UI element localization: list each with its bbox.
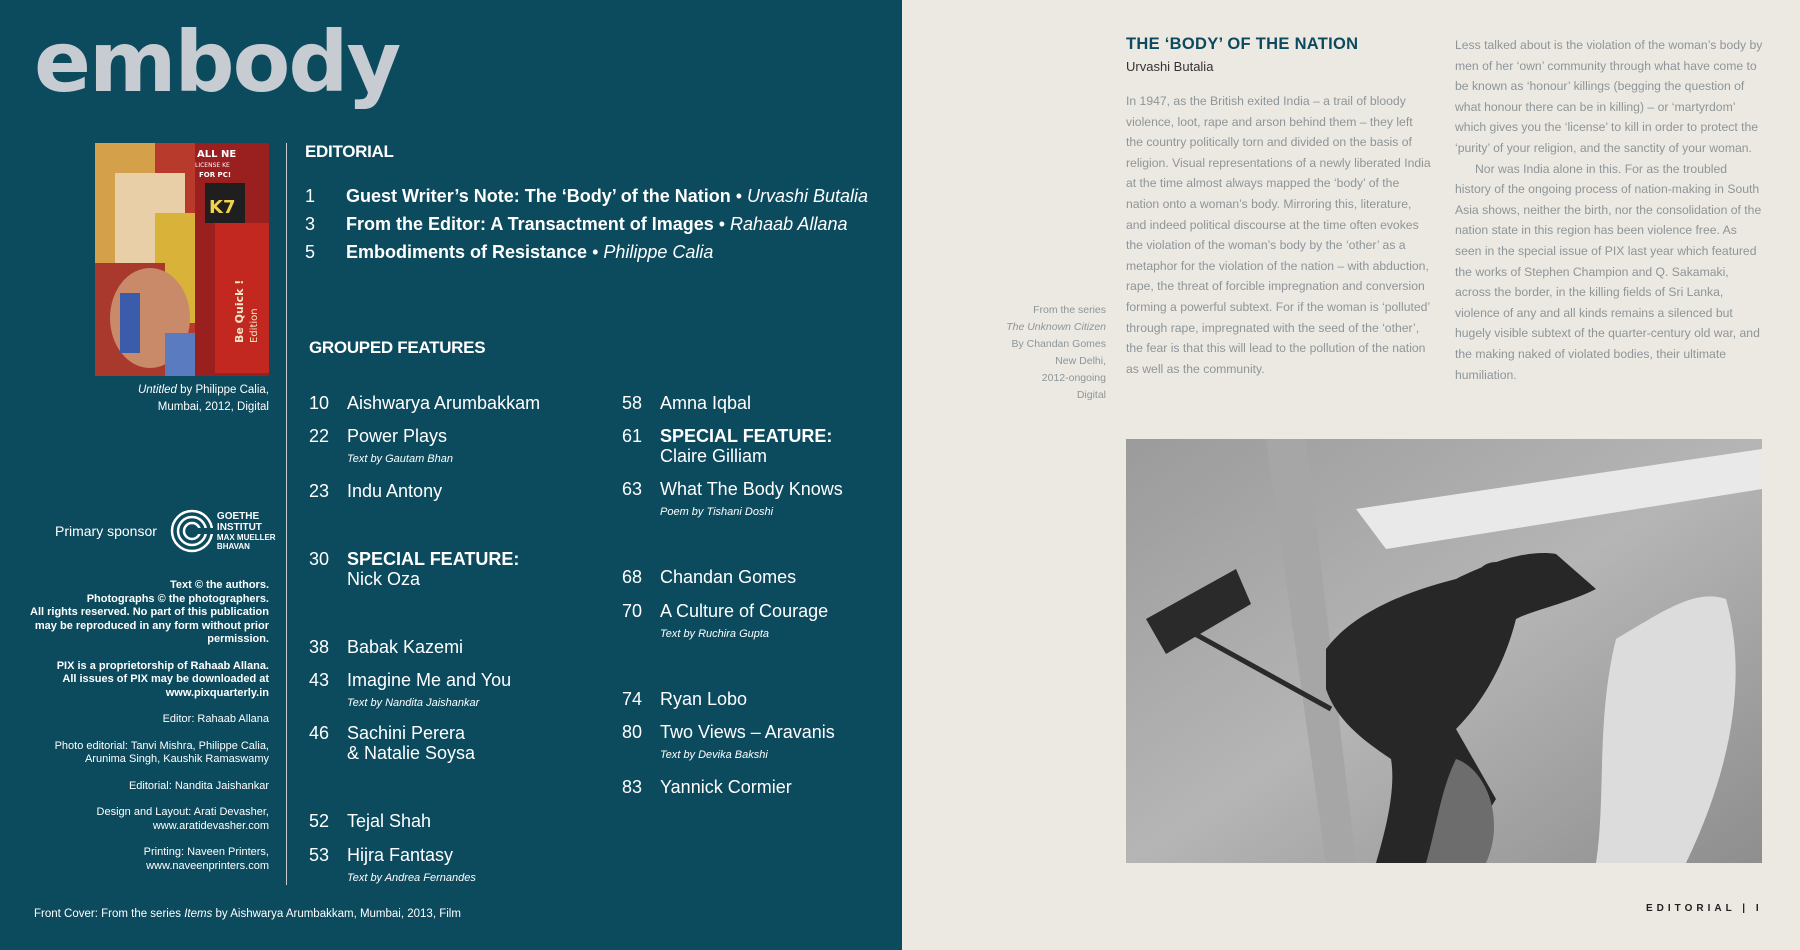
entry-title-line: Amna Iqbal [660, 393, 752, 413]
entry-title [347, 670, 511, 690]
entry-title-line: Ryan Lobo [660, 689, 748, 709]
goethe-line1: GOETHE [216, 511, 260, 522]
caption-line: Digital [1076, 389, 1106, 401]
primary-sponsor [55, 508, 276, 554]
page-number: 80 [622, 722, 643, 742]
entry-subtitle: Text by Nandita Jaishankar [347, 697, 480, 709]
entry-title [347, 393, 540, 413]
magazine-logo: embody [34, 13, 400, 111]
article-column-1 [1126, 91, 1431, 379]
entry-title [660, 601, 828, 621]
entry-title: Embodiments of Resistance [346, 242, 588, 262]
cover-text: Be Quick ! [233, 279, 246, 343]
page-number: 52 [309, 811, 330, 831]
credit-design: Design and Layout: Arati Devasher, www.aratidevasher.com [96, 806, 269, 832]
entry-title-line: SPECIAL FEATURE: [347, 549, 520, 569]
page-number: 23 [309, 481, 330, 501]
entry-title: Guest Writer’s Note: The ‘Body’ of the Nation [346, 186, 731, 206]
entry-title-line: Hijra Fantasy [347, 845, 454, 865]
entry-title [347, 845, 453, 865]
entry-title-line: Claire Gilliam [660, 446, 768, 466]
page-number: 63 [622, 479, 643, 499]
entry-title-line: Aishwarya Arumbakkam [347, 393, 541, 413]
entry-title-line: Babak Kazemi [347, 637, 464, 657]
cover-text: K7 [209, 197, 236, 218]
page-number: 5 [305, 242, 316, 262]
article-title: THE ‘BODY’ OF THE NATION [1126, 35, 1359, 53]
credit-text: Photographs © the photographers. [86, 592, 269, 605]
cover-text: Edition [249, 308, 260, 343]
entry-title [660, 722, 835, 742]
page-number: 1 [305, 186, 316, 206]
page-number: 83 [622, 777, 643, 797]
credit-photo-editorial: Photo editorial: Tanvi Mishra, Philippe Calia, Arunima Singh, Kaushik Ramaswamy [54, 739, 269, 765]
entry-title [660, 689, 747, 709]
entry-title-line: SPECIAL FEATURE: [660, 426, 833, 446]
entry-title [660, 479, 843, 499]
feature-photograph [1126, 439, 1762, 863]
entry-author: Urvashi Butalia [747, 186, 869, 206]
credit-editor: Editor: Rahaab Allana [162, 713, 269, 725]
caption-series: The Unknown Citizen [1006, 321, 1106, 333]
credit-text: PIX is a proprietorship of Rahaab Allana. [56, 659, 269, 672]
page-number: 10 [309, 393, 330, 413]
cover-caption [60, 382, 269, 416]
entry-title-line: Tejal Shah [347, 811, 432, 831]
editorial-heading: EDITORIAL [305, 142, 394, 161]
entry-title [347, 637, 463, 657]
article-paragraph: Nor was India alone in this. For as the troubled history of the ongoing process of nation-making in South Asia shows, neither the birth, nor the consolidation of the nation state in this region has been violence free. As seen in the special issue of PIX last year which featured the works of Stephen Champion and Q. Sakamaki, across the border, in the killing fields of Sri Lanka, violence of any and all kinds remains a silenced but hugely visible subtext of the quarter-century old war, and the making naked of violated bodies, their ultimate humiliation. [1455, 161, 1762, 382]
article-paragraph: In 1947, as the British exited India – a trail of bloody violence, loot, rape and arson behind them – they left the country politically torn and divided on the basis of religion. Visual representations of a newly liberated India at the time almost always mapped the ‘body’ of the nation onto a woman’s body. Mirroring this, literature, and indeed political discourse at the time often evokes the violation of the woman’s body by the ‘other’ as a metaphor for the violation of the nation – with abduction, rape, the threat of forcible impregnation and conversion forming a powerful subtext. For if the woman is ‘polluted’ through rape, impregnated with the seed of the ‘other’, the fear is that this will lead to the pollution of the nation as well as the community. [1126, 94, 1431, 376]
cover-text: FOR PC! [199, 171, 232, 179]
entry-title [660, 777, 792, 797]
article-author: Urvashi Butalia [1126, 59, 1214, 74]
caption-line: By Chandan Gomes [1011, 338, 1106, 350]
entry-title [660, 567, 796, 587]
entry-title [660, 426, 832, 466]
caption-line: 2012-ongoing [1041, 372, 1106, 384]
entry-author: Philippe Calia [603, 242, 714, 262]
entry-title [347, 549, 519, 589]
cover-thumbnail [95, 143, 269, 376]
goethe-line3: MAX MUELLER [216, 533, 276, 542]
goethe-swirl-icon [169, 508, 215, 554]
credit-text: Text © the authors. [170, 579, 269, 591]
page-number: 68 [622, 567, 643, 587]
entry-title [660, 393, 751, 413]
editorial-entry[interactable] [305, 214, 847, 235]
entry-title-line: Power Plays [347, 426, 448, 446]
credits-block [26, 579, 269, 886]
page-number: 43 [309, 670, 330, 690]
page-number: 70 [622, 601, 643, 621]
credit-text: All rights reserved. No part of this publication may be reproduced in any form without prior permission. [30, 606, 269, 645]
cover-caption-place: Mumbai, 2012, Digital [157, 401, 269, 413]
page-number: 38 [309, 637, 330, 657]
entry-title [347, 426, 447, 446]
article-column-2 [1455, 35, 1763, 385]
entry-separator: • [587, 242, 604, 262]
credit-editorial: Editorial: Nandita Jaishankar [128, 779, 269, 792]
editorial-entry[interactable] [305, 186, 868, 207]
front-cover-prefix: Front Cover: From the series [34, 908, 185, 920]
entry-title-line: Imagine Me and You [347, 670, 512, 690]
entry-title-line: Sachini Perera [347, 723, 466, 743]
front-cover-note [34, 908, 461, 920]
page-number: 22 [309, 426, 330, 446]
front-cover-suffix: by Aishwarya Arumbakkam, Mumbai, 2013, Film [212, 908, 461, 920]
entry-title [347, 481, 442, 501]
column-divider [286, 143, 287, 885]
entry-subtitle: Text by Devika Bakshi [660, 749, 768, 761]
page-number: 61 [622, 426, 643, 446]
entry-title: From the Editor: A Transactment of Images [346, 214, 714, 234]
front-cover-series: Items [184, 908, 213, 920]
entry-subtitle: Poem by Tishani Doshi [660, 506, 774, 518]
sponsor-label: Primary sponsor [55, 523, 157, 539]
entry-separator: • [730, 186, 748, 206]
page-number: 30 [309, 549, 330, 569]
goethe-institut-logo [169, 508, 276, 554]
entry-title [347, 723, 475, 763]
credit-printing: Printing: Naveen Printers, www.naveenprinters.com [143, 846, 269, 872]
cover-caption-byline: by Philippe Calia, [176, 384, 269, 396]
credit-text: All issues of PIX may be downloaded at www.pixquarterly.in [62, 673, 269, 699]
entry-subtitle: Text by Andrea Fernandes [347, 872, 476, 884]
entry-title-line: Two Views – Aravanis [660, 722, 835, 742]
page-number: 74 [622, 689, 643, 709]
goethe-line2: INSTITUT [216, 522, 262, 533]
page-number: 46 [309, 723, 330, 743]
entry-title-line: & Natalie Soysa [347, 743, 476, 763]
page-number: 3 [305, 214, 316, 234]
entry-author: Rahaab Allana [730, 214, 848, 234]
entry-title-line: Chandan Gomes [660, 567, 797, 587]
entry-title-line: A Culture of Courage [660, 601, 829, 621]
entry-title-line: Indu Antony [347, 481, 443, 501]
cover-caption-title: Untitled [137, 384, 177, 396]
grouped-features-heading: GROUPED FEATURES [309, 338, 486, 357]
cover-text: LICENSE KE [195, 162, 230, 169]
entry-separator: • [713, 214, 731, 234]
goethe-line4: BHAVAN [216, 542, 250, 551]
entry-title-line: Nick Oza [347, 569, 421, 589]
page-footer: EDITORIAL | I [1646, 903, 1763, 914]
page-number: 53 [309, 845, 330, 865]
entry-title-line: What The Body Knows [660, 479, 843, 499]
entry-title [347, 811, 431, 831]
caption-line: From the series [1033, 304, 1106, 316]
right-page [902, 0, 1800, 950]
photo-caption [974, 302, 1106, 404]
cover-text: ALL NE [197, 149, 237, 160]
article-paragraph: Less talked about is the violation of the woman’s body by men of her ‘own’ community through what have come to be known as ‘honour’ killings (begging the question of what honour there can be in killing) – or ‘martyrdom’ which gives you the ‘license’ to kill in order to protect the ‘purity’ of your religion, and the sanctity of your woman. [1455, 38, 1763, 155]
entry-subtitle: Text by Ruchira Gupta [660, 628, 770, 640]
page-number: 58 [622, 393, 643, 413]
editorial-entry[interactable] [305, 242, 713, 263]
entry-subtitle: Text by Gautam Bhan [347, 453, 453, 465]
entry-title-line: Yannick Cormier [660, 777, 792, 797]
caption-line: New Delhi, [1055, 355, 1106, 367]
